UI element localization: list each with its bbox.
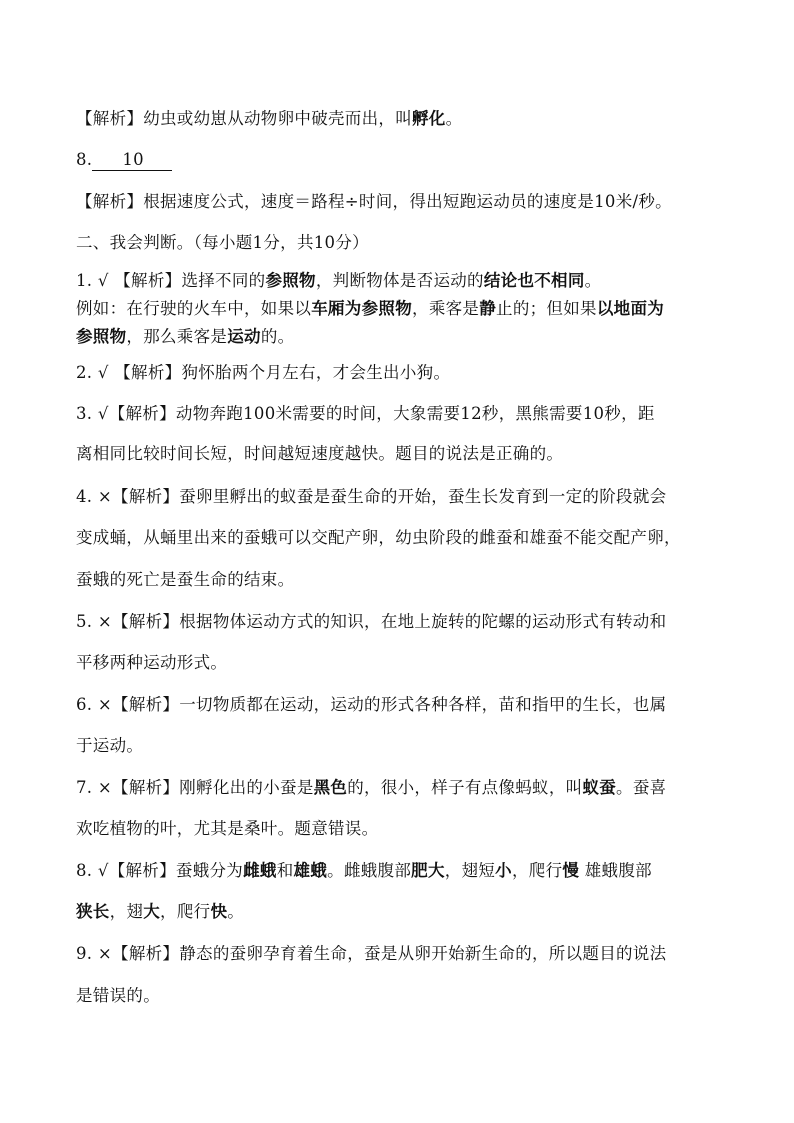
text: 的。 <box>260 327 295 346</box>
bold-term: 小 <box>495 861 512 880</box>
text: 9. ×【解析】静态的蚕卵孕育着生命，蚕是从卵开始新生命的，所以题目的说法 <box>76 944 667 963</box>
text: 雄蛾腹部 <box>579 861 652 880</box>
bold-term: 参照物 <box>265 271 316 290</box>
judge-5-line-2 <box>76 652 726 674</box>
judge-2 <box>76 362 726 384</box>
text: 止的；但如果 <box>496 299 597 318</box>
judge-8-line-1 <box>76 860 726 882</box>
judge-4-line-2 <box>76 527 726 549</box>
judge-8-line-2 <box>76 901 726 923</box>
text: 【解析】幼虫或幼崽从动物卵中破壳而出，叫 <box>76 109 412 128</box>
bold-term: 慢 <box>562 861 580 880</box>
text: 。 <box>445 109 463 128</box>
text: ，判断物体是否运动的 <box>315 271 484 290</box>
judge-3-line-1 <box>76 403 726 425</box>
bold-term: 参照物 <box>76 327 127 346</box>
bold-term: 运动 <box>227 327 261 346</box>
bold-term: 孵化 <box>412 109 446 128</box>
bold-term: 车厢为参照物 <box>311 299 413 318</box>
judge-5-line-1 <box>76 611 726 633</box>
question-number: 8. <box>76 150 93 169</box>
text: ，翅 <box>109 902 144 921</box>
judge-6-line-1 <box>76 694 726 716</box>
judge-1-line-2 <box>76 298 726 320</box>
bold-term: 肥大 <box>411 861 445 880</box>
bold-term: 黑色 <box>313 778 348 797</box>
bold-term: 雌蛾 <box>243 861 277 880</box>
text: 。蚕喜 <box>616 778 667 797</box>
section-title: 二、我会判断。（每小题1分，共10分） <box>76 233 369 252</box>
text: 7. ×【解析】刚孵化出的小蚕是 <box>76 778 314 797</box>
text: 【解析】根据速度公式，速度＝路程÷时间，得出短跑运动员的速度是10米/秒。 <box>76 192 672 211</box>
text: 和 <box>276 861 294 880</box>
text: 的，很小，样子有点像蚂蚁，叫 <box>347 778 583 797</box>
judge-7-line-2 <box>76 818 726 840</box>
analysis-q7 <box>76 108 726 130</box>
judge-1-line-1 <box>76 270 726 292</box>
text: 1. √ 【解析】选择不同的 <box>76 271 266 290</box>
bold-term: 大 <box>143 902 161 921</box>
judge-9-line-1 <box>76 943 726 965</box>
text: 是错误的。 <box>76 986 160 1005</box>
text: 变成蛹，从蛹里出来的蚕蛾可以交配产卵，幼虫阶段的雌蚕和雄蚕不能交配产卵， <box>76 528 681 547</box>
text: 例如：在行驶的火车中，如果以 <box>76 299 312 318</box>
text: ，那么乘客是 <box>126 327 228 346</box>
judge-4-line-3 <box>76 569 726 591</box>
judge-3-line-2 <box>76 443 726 465</box>
bold-term: 静 <box>479 299 497 318</box>
judge-1-line-3 <box>76 326 726 348</box>
bold-term: 以地面为 <box>596 299 665 318</box>
text: 离相同比较时间长短，时间越短速度越快。题目的说法是正确的。 <box>76 444 564 463</box>
text: 6. ×【解析】一切物质都在运动，运动的形式各种各样，苗和指甲的生长，也属 <box>76 695 667 714</box>
judge-4-line-1 <box>76 486 726 508</box>
text: 2. √ 【解析】狗怀胎两个月左右，才会生出小狗。 <box>76 363 451 382</box>
text: 4. ×【解析】蚕卵里孵出的蚁蚕是蚕生命的开始，蚕生长发育到一定的阶段就会 <box>76 487 667 506</box>
text: 。 <box>227 902 245 921</box>
bold-term: 结论也不相同 <box>483 271 585 290</box>
text: 8. √【解析】蚕蛾分为 <box>76 861 244 880</box>
bold-term: 快 <box>210 902 228 921</box>
judge-9-line-2 <box>76 985 726 1007</box>
text: 于运动。 <box>76 736 144 755</box>
text: ，翅短 <box>444 861 496 880</box>
text: 欢吃植物的叶，尤其是桑叶。题意错误。 <box>76 819 379 838</box>
section-heading <box>76 232 726 254</box>
text: ，爬行 <box>160 902 211 921</box>
bold-term: 狭长 <box>76 902 110 921</box>
text: ，爬行 <box>511 861 563 880</box>
text: 3. √【解析】动物奔跑100米需要的时间，大象需要12秒，黑熊需要10秒，距 <box>76 404 655 423</box>
analysis-q8 <box>76 191 726 213</box>
text: 蚕蛾的死亡是蚕生命的结束。 <box>76 570 295 589</box>
text: 5. ×【解析】根据物体运动方式的知识，在地上旋转的陀螺的运动形式有转动和 <box>76 612 667 631</box>
text: 。 <box>584 271 602 290</box>
answer-blank: 10 <box>92 150 172 171</box>
text: ，乘客是 <box>412 299 480 318</box>
question-8-answer <box>76 149 726 171</box>
bold-term: 蚁蚕 <box>582 778 617 797</box>
judge-7-line-1 <box>76 777 726 799</box>
text: 平移两种运动形式。 <box>76 653 228 672</box>
bold-term: 雄蛾 <box>293 861 328 880</box>
text: 。雌蛾腹部 <box>327 861 412 880</box>
judge-6-line-2 <box>76 735 726 757</box>
